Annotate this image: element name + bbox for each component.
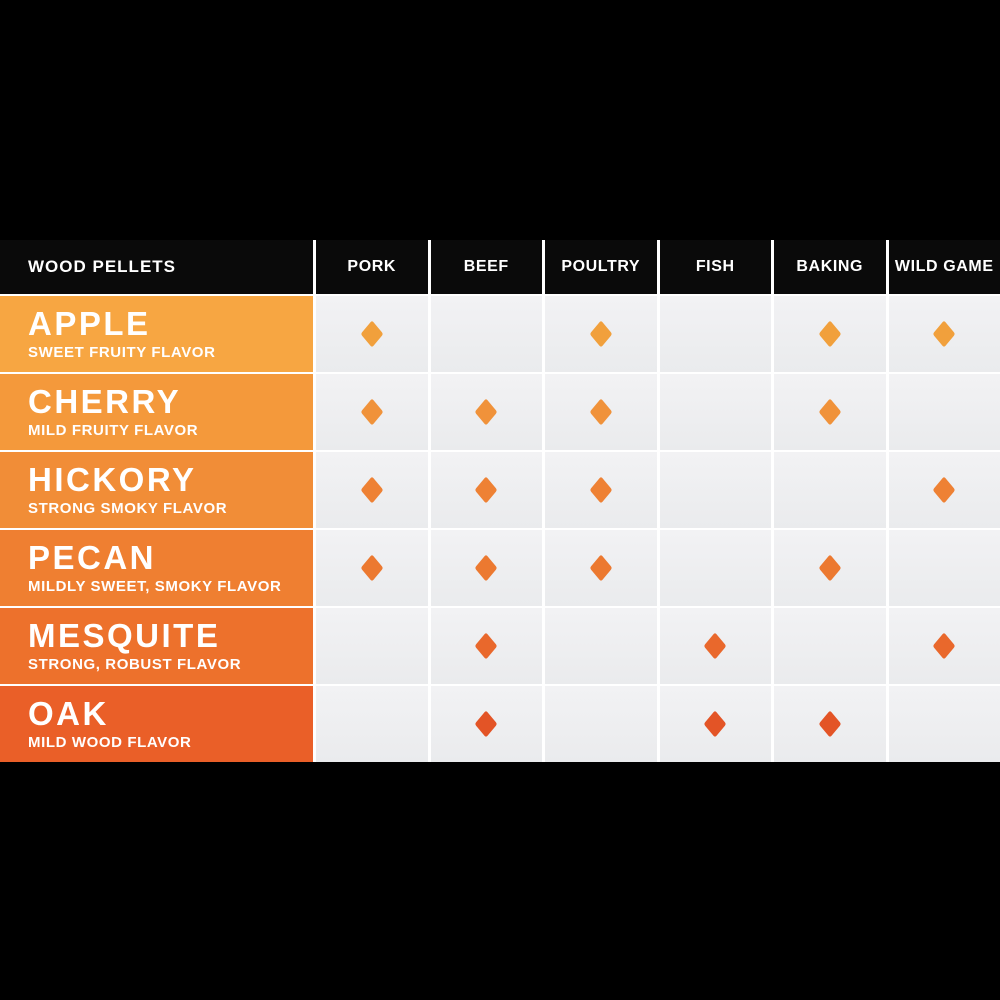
pellet-flavor-description: MILDLY SWEET, SMOKY FLAVOR (28, 578, 282, 595)
pellet-flavor-description: STRONG SMOKY FLAVOR (28, 500, 228, 517)
pairing-cell-cherry-baking (774, 374, 886, 450)
pairing-cell-hickory-baking (774, 452, 886, 528)
pairing-diamond-icon (589, 320, 612, 347)
pellet-name: APPLE (28, 305, 151, 342)
pellet-pairing-table (0, 240, 1000, 762)
pairing-cell-mesquite-baking (774, 608, 886, 684)
pairing-diamond-icon (704, 632, 727, 659)
pairing-diamond-icon (818, 398, 841, 425)
pairing-diamond-icon (933, 320, 956, 347)
pairing-diamond-icon (475, 632, 498, 659)
pairing-cell-apple-beef (431, 296, 543, 372)
pairing-cell-cherry-pork (316, 374, 428, 450)
pairing-diamond-icon (589, 398, 612, 425)
column-header-wild-game: WILD GAME (889, 240, 1000, 294)
pairing-diamond-icon (360, 398, 383, 425)
pellet-flavor-description: STRONG, ROBUST FLAVOR (28, 656, 242, 673)
column-header-fish: FISH (660, 240, 772, 294)
pairing-cell-mesquite-beef (431, 608, 543, 684)
pairing-diamond-icon (360, 476, 383, 503)
pairing-cell-apple-fish (660, 296, 772, 372)
pairing-cell-pecan-baking (774, 530, 886, 606)
pairing-diamond-icon (360, 320, 383, 347)
pairing-cell-apple-wild-game (889, 296, 1000, 372)
pellet-flavor-description: MILD WOOD FLAVOR (28, 734, 192, 751)
pairing-cell-mesquite-fish (660, 608, 772, 684)
pairing-diamond-icon (475, 710, 498, 737)
pairing-cell-pecan-beef (431, 530, 543, 606)
pellet-name: CHERRY (28, 383, 182, 420)
pairing-cell-oak-beef (431, 686, 543, 762)
pairing-diamond-icon (360, 554, 383, 581)
pellet-flavor-description: MILD FRUITY FLAVOR (28, 422, 199, 439)
pairing-cell-mesquite-pork (316, 608, 428, 684)
row-label-mesquite (0, 608, 313, 684)
pairing-cell-oak-pork (316, 686, 428, 762)
pairing-cell-oak-wild-game (889, 686, 1000, 762)
pairing-cell-hickory-poultry (545, 452, 657, 528)
pairing-diamond-icon (818, 710, 841, 737)
pellet-name: PECAN (28, 539, 157, 576)
pairing-cell-hickory-wild-game (889, 452, 1000, 528)
pairing-diamond-icon (475, 476, 498, 503)
column-header-baking: BAKING (774, 240, 886, 294)
row-label-pecan (0, 530, 313, 606)
pairing-cell-mesquite-wild-game (889, 608, 1000, 684)
pairing-cell-cherry-wild-game (889, 374, 1000, 450)
pairing-diamond-icon (818, 554, 841, 581)
pairing-cell-apple-poultry (545, 296, 657, 372)
pairing-cell-apple-pork (316, 296, 428, 372)
column-header-pork: PORK (316, 240, 428, 294)
pellet-flavor-description: SWEET FRUITY FLAVOR (28, 344, 216, 361)
column-header-beef: BEEF (431, 240, 543, 294)
pairing-cell-pecan-fish (660, 530, 772, 606)
row-label-apple (0, 296, 313, 372)
row-label-hickory (0, 452, 313, 528)
row-label-cherry (0, 374, 313, 450)
pairing-diamond-icon (933, 476, 956, 503)
table-title: WOOD PELLETS (0, 240, 313, 294)
pellet-name: OAK (28, 695, 109, 732)
pairing-cell-apple-baking (774, 296, 886, 372)
pairing-diamond-icon (704, 710, 727, 737)
pairing-cell-oak-fish (660, 686, 772, 762)
pairing-cell-pecan-poultry (545, 530, 657, 606)
pairing-cell-pecan-wild-game (889, 530, 1000, 606)
pairing-cell-hickory-pork (316, 452, 428, 528)
pairing-cell-oak-poultry (545, 686, 657, 762)
pairing-cell-oak-baking (774, 686, 886, 762)
pairing-cell-cherry-fish (660, 374, 772, 450)
pairing-diamond-icon (475, 398, 498, 425)
pellet-name: HICKORY (28, 461, 197, 498)
pairing-diamond-icon (475, 554, 498, 581)
row-label-oak (0, 686, 313, 762)
pairing-diamond-icon (933, 632, 956, 659)
pairing-cell-hickory-fish (660, 452, 772, 528)
pairing-cell-mesquite-poultry (545, 608, 657, 684)
pellet-name: MESQUITE (28, 617, 221, 654)
pairing-cell-pecan-pork (316, 530, 428, 606)
pairing-diamond-icon (589, 554, 612, 581)
pairing-cell-hickory-beef (431, 452, 543, 528)
column-header-poultry: POULTRY (545, 240, 657, 294)
pairing-diamond-icon (589, 476, 612, 503)
pairing-cell-cherry-beef (431, 374, 543, 450)
pairing-diamond-icon (818, 320, 841, 347)
pairing-cell-cherry-poultry (545, 374, 657, 450)
